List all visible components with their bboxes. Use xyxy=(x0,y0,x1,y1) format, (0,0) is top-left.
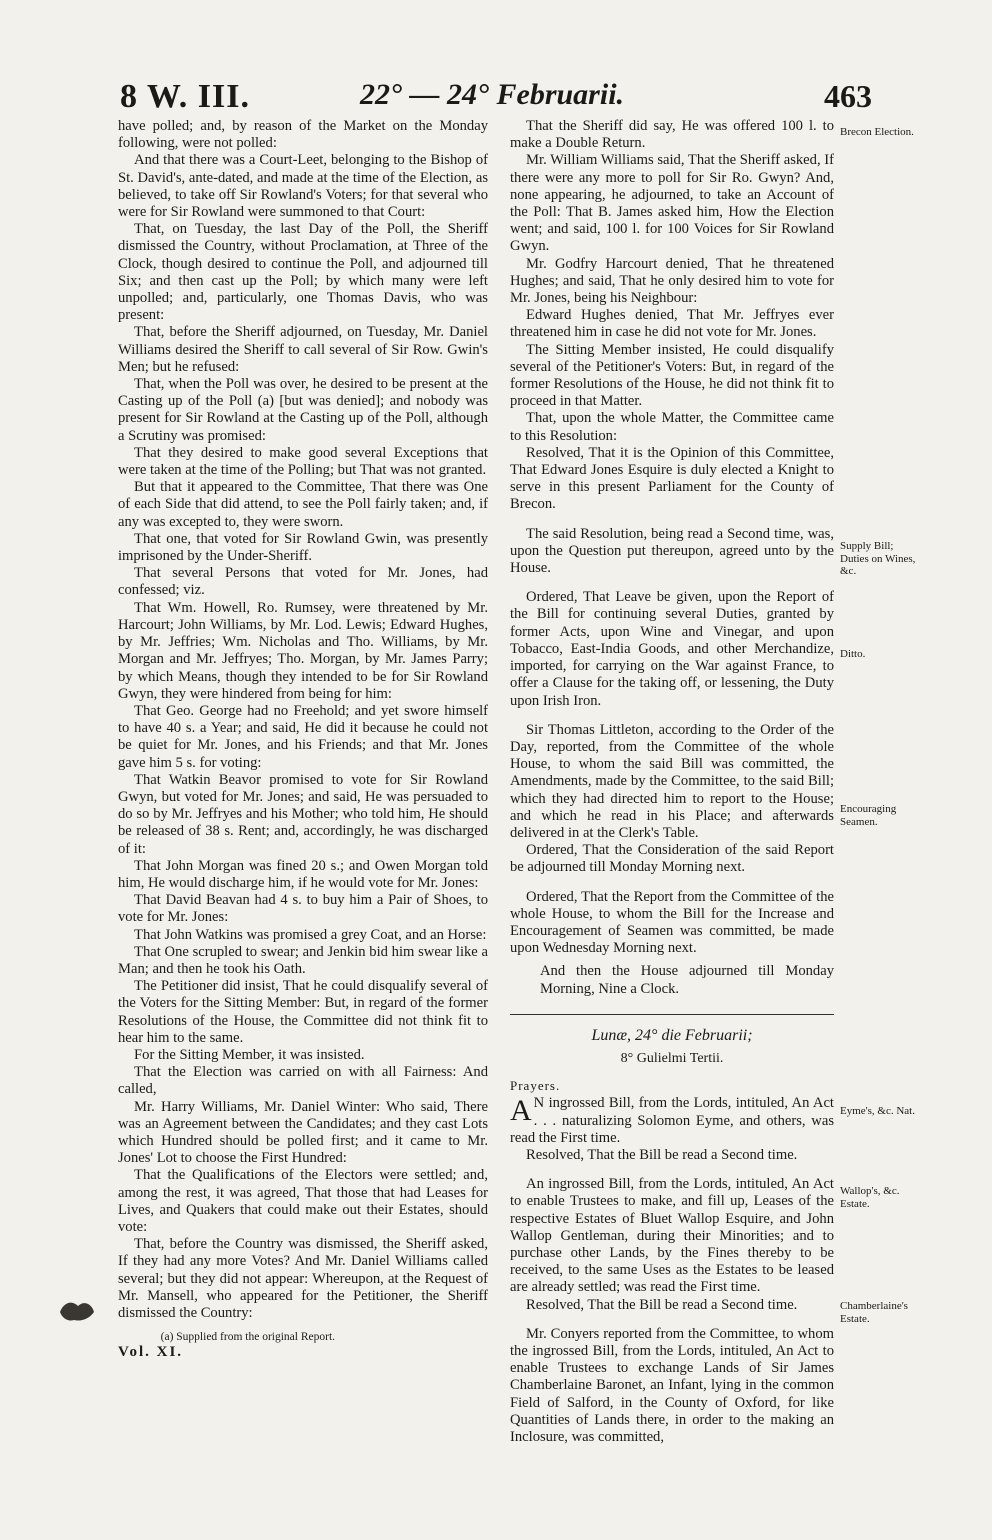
paragraph: That Watkin Beavor promised to vote for Sir Rowland Gwyn, but voted for Mr. Jones; and said, He was persuaded to do so by Mr. Jeffryes and his Mother; who told him, He should be released of 38 s. Rent; and, accordingly, he was discharged of it: xyxy=(118,771,488,857)
paragraph: The Petitioner did insist, That he could disqualify several of the Voters for the Sitting Member: But, in regard of the former Resolutions of the House, the Committee did not think fit to hear him to the same. xyxy=(118,978,488,1046)
page-number: 463 xyxy=(824,78,872,114)
seamen-order: Ordered, That the Report from the Committee of the whole House, to whom the Bill for the Increase and Encouragement of Seamen was committed, be made upon Wednesday Morning next. xyxy=(510,888,834,957)
paragraph: That the Election was carried on with all Fairness: And called, xyxy=(118,1064,488,1098)
paragraph: That, when the Poll was over, he desired to be present at the Casting up of the Poll (a) [but was denied]; and nobody was present for Sir Rowland at the Casting up of the Poll, although a Scrutiny was promised: xyxy=(118,376,488,444)
wallop-resolved: Resolved, That the Bill be read a Second time. xyxy=(526,1296,798,1313)
footnote: (a) Supplied from the original Report. xyxy=(160,1331,336,1344)
paragraph: Edward Hughes denied, That Mr. Jeffryes ever threatened him in case he did not vote for Mr. Jones. xyxy=(510,307,834,341)
paragraph: Mr. Godfry Harcourt denied, That he threatened Hughes; and said, That he only desired him to vote for Mr. Jones, being his Neighbour: xyxy=(510,255,834,307)
adjournment: And then the House adjourned till Monday Morning, Nine a Clock. xyxy=(540,963,834,997)
eyme-bill xyxy=(510,1095,834,1147)
left-column xyxy=(118,118,488,1361)
consideration-order: Ordered, That the Consideration of the said Report be adjourned till Monday Morning next. xyxy=(510,842,834,876)
paragraph: That Geo. George had no Freehold; and yet swore himself to have 40 s. a Year; and said, He did it because he could not be quiet for Mr. Jones, and his Friends; and that Mr. Jones gave him 5 s. for voting: xyxy=(118,702,488,771)
wallop-bill: An ingrossed Bill, from the Lords, intituled, An Act to enable Trustees to make, and fill up, Leases of the respective Estates of Bluet Wallop Esquire, and John Wallop Gentleman, during their Minorities; and to purchase other Lands, by the Fines thereby to be received, to the same Uses as the Estates to be leased are already settled; was read the First time. xyxy=(510,1176,834,1296)
eyme-resolved: Resolved, That the Bill be read a Second time. xyxy=(526,1146,798,1163)
paragraph: That several Persons that voted for Mr. Jones, had confessed; viz. xyxy=(118,565,488,599)
margin-note-seamen: Encouraging Seamen. xyxy=(840,803,897,828)
eyme-bill-text: N ingrossed Bill, from the Lords, intituled, An Act . . . naturalizing Solomon Eyme, and others, was read the First time. xyxy=(510,1095,834,1146)
regnal-line: 8° Gulielmi Tertii. xyxy=(620,1050,724,1066)
paragraph: That the Qualifications of the Electors were settled; and, among the rest, it was agreed, That those that had Leases for Lives, and Quakers that could make out their Estates, should vote: xyxy=(118,1167,488,1235)
paragraph: That John Morgan was fined 20 s.; and Owen Morgan told him, He would discharge him, if he would vote for Mr. Jones: xyxy=(118,857,488,891)
drop-cap: A xyxy=(510,1094,532,1128)
paragraph: That, upon the whole Matter, the Committee came to this Resolution: xyxy=(510,410,834,444)
littleton-report: Sir Thomas Littleton, according to the Order of the Day, reported, from the Committee of the whole House, to whom the said Bill was committed, the Amendments, made by the Committee, to the said Bill; which they had directed him to report to the House; and which he read in his Place; and afterwards delivered in at the Clerk's Table. xyxy=(510,721,834,841)
paragraph: That one, that voted for Sir Rowland Gwin, was presently imprisoned by the Under-Sheriff. xyxy=(118,530,488,565)
margin-note-brecon: Brecon Election. xyxy=(840,126,914,138)
prayers-heading: Prayers. xyxy=(510,1078,561,1094)
margin-note-eyme: Eyme's, &c. Nat. xyxy=(840,1105,915,1117)
right-column xyxy=(510,118,834,1446)
volume-label: Vol. XI. xyxy=(118,1344,184,1361)
paragraph: That, before the Country was dismissed, the Sheriff asked, If they had any more Votes? And Mr. Daniel Williams called several; but they did not appear: Whereupon, at the Request of Mr. Mansell, who appeared for the Petitioner, the Sheriff dismissed the Country: xyxy=(118,1236,488,1322)
paragraph: Mr. Harry Williams, Mr. Daniel Winter: Who said, There was an Agreement between the Candidates; and they cast Lots which Hundred should be polled first; and it came to Mr. Jones' Lot to choose the First Hundred: xyxy=(118,1098,488,1167)
margin-note-supply: Supply Bill; Duties on Wines, &c. xyxy=(840,540,916,577)
paragraph: That David Beavan had 4 s. to buy him a Pair of Shoes, to vote for Mr. Jones: xyxy=(118,892,488,926)
margin-note-wallop: Wallop's, &c. Estate. xyxy=(840,1185,900,1210)
paragraph: And that there was a Court-Leet, belonging to the Bishop of St. David's, ante-dated, and made at the time of the Election, as believed, to take off Sir Rowland's Voters; for that several who were for Sir Rowland were summoned to that Court: xyxy=(118,152,488,221)
paragraph: But that it appeared to the Committee, That there was One of each Side that did attend, to see the Poll fairly taken; and, if any was excepted to, they were sworn. xyxy=(118,479,488,530)
conyers-report: Mr. Conyers reported from the Committee, to whom the ingrossed Bill, from the Lords, intituled, An Act to enable Trustees to exchange Lands of Sir James Chamberlaine Baronet, an Infant, lying in the common Field of Salford, in the County of Oxford, for like Quantities of Lands there, in order to the making an Inclosure, was committed, xyxy=(510,1325,834,1446)
paragraph: For the Sitting Member, it was insisted. xyxy=(134,1046,365,1063)
regnal-year: 8 W. III. xyxy=(120,78,250,115)
paragraph: That they desired to make good several Exceptions that were taken at the time of the Polling; but That was not granted. xyxy=(118,444,488,479)
paragraph: That Wm. Howell, Ro. Rumsey, were threatened by Mr. Harcourt; John Williams, by Mr. Lod. Lewis; Edward Hughes, by Mr. Jeffries; Wm. Nicholas and Tho. Williams, by Mr. Morgan and Mr. Jeffryes; Tho. Morgan, by Mr. James Parry; by which Means, though they intended to be for Sir Rowland Gwyn, they were hindered from being for him: xyxy=(118,599,488,702)
resolution-agreed: The said Resolution, being read a Second time, was, upon the Question put thereupon, agreed unto by the House. xyxy=(510,525,834,577)
day-title: Lunæ, 24° die Februarii; xyxy=(591,1026,753,1044)
paragraph: Resolved, That it is the Opinion of this Committee, That Edward Jones Esquire is duly elected a Knight to serve in this present Parliament for the County of Brecon. xyxy=(510,444,834,513)
supply-bill-order: Ordered, That Leave be given, upon the Report of the Bill for continuing several Duties, granted by former Acts, upon Wine and Vinegar, and upon Tobacco, East-India Goods, and other Merchandize, imported, for carrying on the War against France, to offer a Clause for the taking off, or lessening, the Duty upon Irish Iron. xyxy=(510,589,834,709)
paragraph: That, before the Sheriff adjourned, on Tuesday, Mr. Daniel Williams desired the Sheriff to call several of Sir Row. Gwin's Men; but he refused: xyxy=(118,324,488,375)
paragraph: That John Watkins was promised a grey Coat, and an Horse: xyxy=(134,926,487,943)
paragraph: Mr. William Williams said, That the Sheriff asked, If there were any more to poll for Sir Ro. Gwyn? And, none appearing, he adjourned, to take an Account of the Poll: That B. James asked him, How the Election went; and said, 100 l. for 100 Voices for Sir Rowland Gwyn. xyxy=(510,152,834,255)
paragraph: have polled; and, by reason of the Market on the Monday following, were not polled: xyxy=(118,118,488,152)
section-divider xyxy=(510,1014,834,1015)
paragraph: The Sitting Member insisted, He could disqualify several of the Petitioner's Voters: But, in regard of the former Resolutions of the House, he did not think fit to proceed in that Matter. xyxy=(510,341,834,410)
paragraph: That, on Tuesday, the last Day of the Poll, the Sheriff dismissed the Country, without Proclamation, at Three of the Clock, though desired to continue the Poll, and adjourned till Six; and then cast up the Poll; by which many were left unpolled; and, particularly, one Thomas Davis, who was present: xyxy=(118,221,488,324)
margin-note-chamberlaine: Chamberlaine's Estate. xyxy=(840,1300,908,1325)
paragraph: That One scrupled to swear; and Jenkin bid him swear like a Man; and then he took his Oath. xyxy=(118,943,488,977)
page-header xyxy=(110,78,872,122)
ink-blot-icon xyxy=(58,1298,96,1324)
margin-note-ditto: Ditto. xyxy=(840,648,866,660)
date-range: 22° — 24° Februarii. xyxy=(360,78,625,111)
paragraph: That the Sheriff did say, He was offered 100 l. to make a Double Return. xyxy=(510,118,834,152)
